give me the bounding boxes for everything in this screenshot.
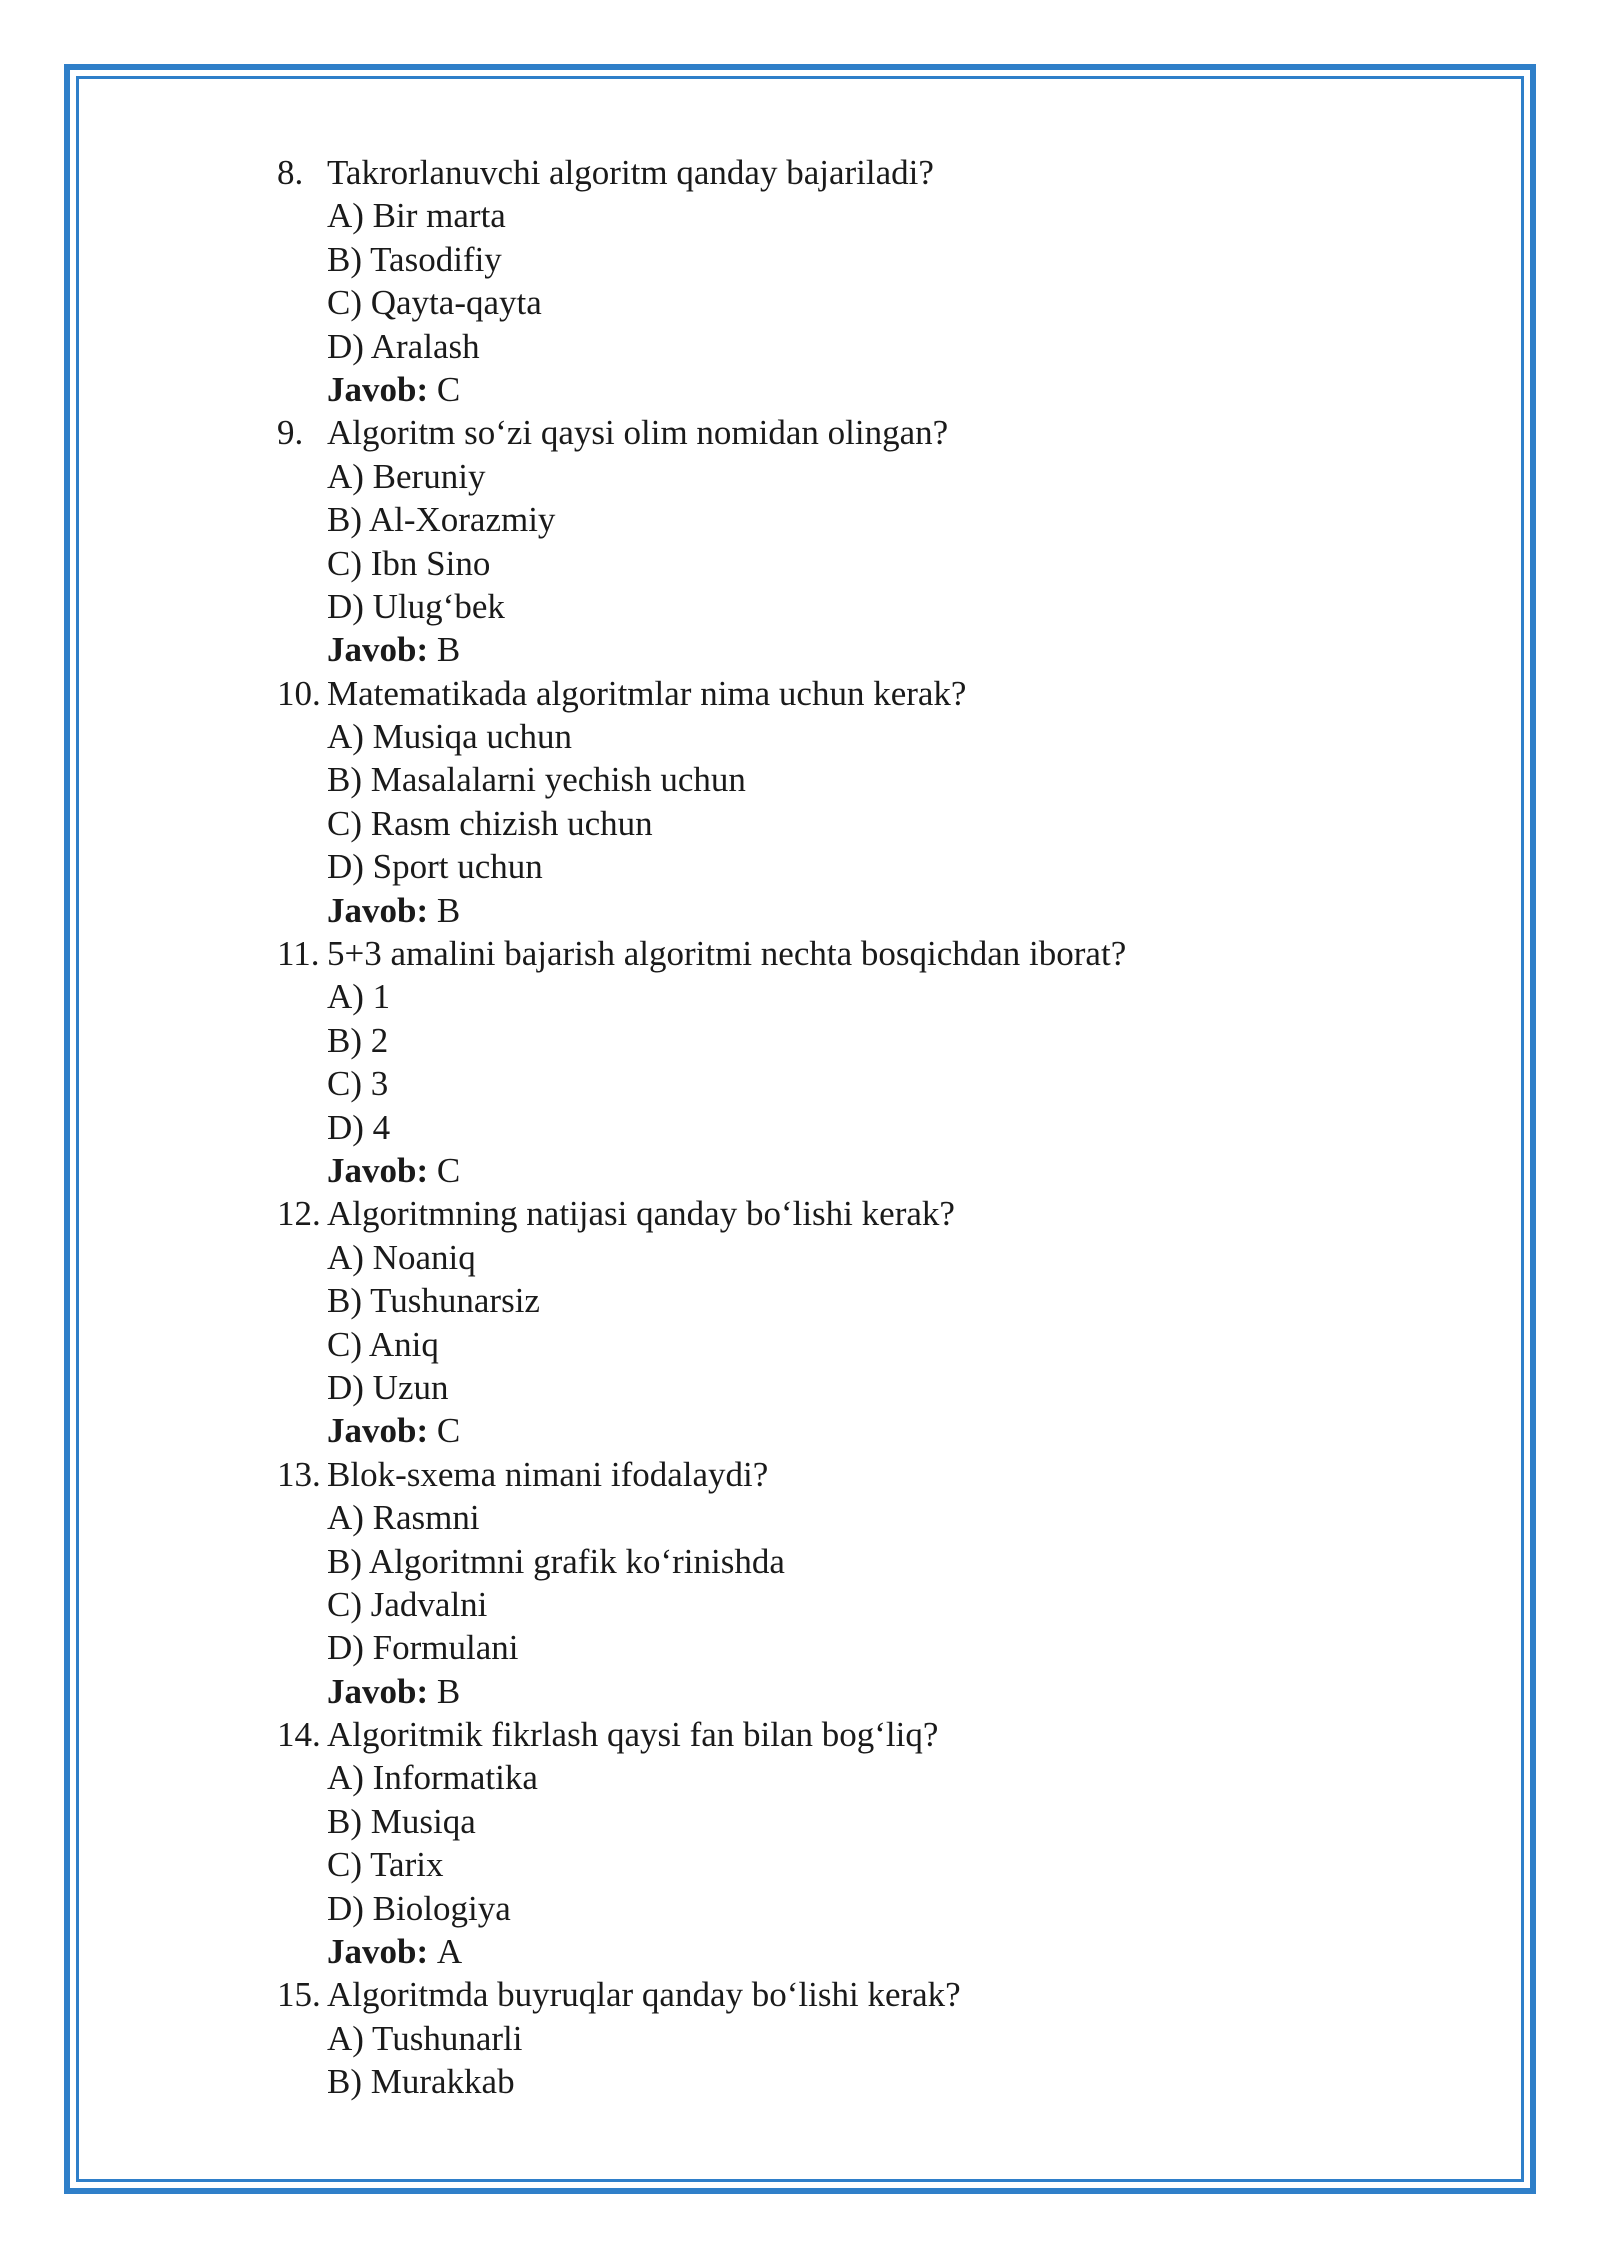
answer-value: C — [436, 1150, 461, 1190]
answer-value: B — [436, 890, 461, 930]
option-b: B) Algoritmni grafik ko‘rinishda — [327, 1541, 785, 1581]
answer-label: Javob: — [327, 890, 437, 930]
answer-value: C — [436, 369, 461, 409]
option-a: A) Musiqa uchun — [327, 717, 572, 757]
question-text: Algoritmning natijasi qanday bo‘lishi kerak? — [327, 1194, 955, 1234]
option-d: D) Aralash — [327, 326, 480, 366]
question-10 — [277, 672, 1377, 932]
question-text: 5+3 amalini bajarish algoritmi nechta bosqichdan iborat? — [327, 934, 1127, 974]
question-text: Algoritm so‘zi qaysi olim nomidan olingan? — [327, 413, 949, 453]
answer-value: C — [436, 1411, 461, 1451]
option-c: C) Jadvalni — [327, 1584, 488, 1624]
option-b: B) Musiqa — [327, 1801, 476, 1841]
answer-value: B — [436, 630, 461, 670]
option-c: C) Qayta-qayta — [327, 283, 542, 323]
answer-value: B — [436, 1671, 461, 1711]
option-b: B) Murakkab — [327, 2062, 515, 2102]
answer-line — [277, 1930, 1377, 1973]
option-c: C) Ibn Sino — [327, 543, 491, 583]
option-b: B) Al-Xorazmiy — [327, 500, 556, 540]
option-c: C) 3 — [327, 1064, 389, 1104]
option-d: D) Ulug‘bek — [327, 586, 505, 626]
question-text: Algoritmda buyruqlar qanday bo‘lishi kerak? — [327, 1975, 961, 2015]
answer-line — [277, 889, 1377, 932]
answer-line — [277, 628, 1377, 671]
option-a: A) Informatika — [327, 1758, 538, 1798]
question-text: Algoritmik fikrlash qaysi fan bilan bog‘liq? — [327, 1715, 939, 1755]
option-a: A) 1 — [327, 977, 391, 1017]
option-c: C) Rasm chizish uchun — [327, 803, 653, 843]
option-d: D) Sport uchun — [327, 847, 543, 887]
question-number: 9. — [277, 413, 304, 453]
answer-label: Javob: — [327, 630, 437, 670]
question-11 — [277, 932, 1377, 1192]
option-b: B) Tasodifiy — [327, 239, 502, 279]
question-8 — [277, 151, 1377, 411]
answer-label: Javob: — [327, 1932, 437, 1972]
question-number: 8. — [277, 153, 304, 192]
question-9 — [277, 411, 1377, 671]
answer-label: Javob: — [327, 369, 437, 409]
question-12 — [277, 1192, 1377, 1452]
option-b: B) 2 — [327, 1020, 389, 1060]
option-a: A) Rasmni — [327, 1498, 480, 1538]
option-d: D) 4 — [327, 1107, 391, 1147]
option-a: A) Bir marta — [327, 196, 506, 236]
answer-line — [277, 1409, 1377, 1452]
option-d: D) Uzun — [327, 1367, 449, 1407]
option-a: A) Tushunarli — [327, 2018, 523, 2058]
question-number: 13. — [277, 1454, 321, 1494]
question-text: Matematikada algoritmlar nima uchun kerak? — [327, 673, 967, 713]
option-b: B) Masalalarni yechish uchun — [327, 760, 746, 800]
option-c: C) Tarix — [327, 1845, 444, 1885]
option-d: D) Formulani — [327, 1628, 519, 1668]
question-15 — [277, 1973, 1377, 2103]
answer-label: Javob: — [327, 1411, 437, 1451]
question-13 — [277, 1453, 1377, 1713]
answer-line — [277, 1149, 1377, 1192]
answer-value: A — [436, 1932, 463, 1972]
answer-line — [277, 1670, 1377, 1713]
answer-line — [277, 368, 1377, 411]
question-number: 10. — [277, 673, 321, 713]
quiz-content — [277, 151, 1377, 2104]
answer-label: Javob: — [327, 1150, 437, 1190]
option-a: A) Noaniq — [327, 1237, 476, 1277]
question-number: 11. — [277, 934, 320, 974]
option-c: C) Aniq — [327, 1324, 439, 1364]
question-number: 15. — [277, 1975, 321, 2015]
question-14 — [277, 1713, 1377, 1973]
option-a: A) Beruniy — [327, 456, 486, 496]
question-number: 12. — [277, 1194, 321, 1234]
question-number: 14. — [277, 1715, 321, 1755]
question-text: Blok-sxema nimani ifodalaydi? — [327, 1454, 769, 1494]
answer-label: Javob: — [327, 1671, 437, 1711]
question-text: Takrorlanuvchi algoritm qanday bajariladi? — [327, 153, 934, 192]
option-d: D) Biologiya — [327, 1888, 511, 1928]
option-b: B) Tushunarsiz — [327, 1281, 540, 1321]
